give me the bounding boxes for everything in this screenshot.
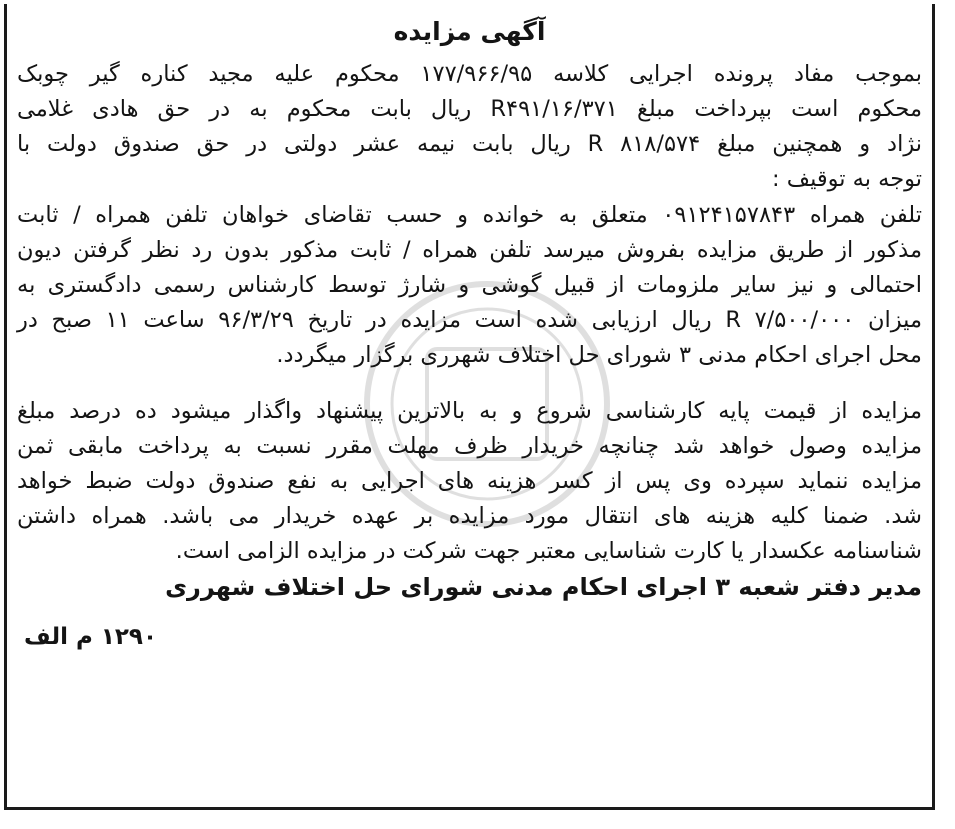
body-line: احتمالی و نیز سایر ملزومات از قبیل گوشی و شارژ توسط کارشناس رسمی دادگستری به — [17, 272, 922, 298]
body-line: محکوم است بپرداخت مبلغ ۱۶/۳۷۱/R۴۹۱ ریال بابت محکوم به در حق هادی غلامی — [17, 96, 922, 122]
body-line: مذکور از طریق مزایده بفروش میرسد تلفن همراه / ثابت مذکور بدون رد نظر گرفتن دیون — [17, 237, 922, 263]
body-line: مزایده از قیمت پایه کارشناسی شروع و به بالاترین پیشنهاد واگذار میشود ده درصد مبلغ — [17, 398, 922, 424]
body-line: شناسنامه عکسدار یا کارت شناسایی معتبر جهت شرکت در مزایده الزامی است. — [175, 538, 922, 564]
body-line: توجه به توقیف : — [772, 166, 922, 192]
body-line: مزایده وصول خواهد شد چنانچه خریدار ظرف مهلت مقرر نسبت به پرداخت مابقی ثمن — [17, 433, 922, 459]
notice-title: آگهی مزایده — [393, 17, 546, 46]
body-line: مزایده ننماید سپرده وی پس از کسر هزینه های اجرایی به نفع صندوق دولت ضبط خواهد — [17, 468, 922, 494]
body-line: محل اجرای احکام مدنی ۳ شورای حل اختلاف شهرری برگزار میگردد. — [276, 342, 922, 368]
body-line: نژاد و همچنین مبلغ R ۸۱۸/۵۷۴ ریال بابت نیمه عشر دولتی در حق صندوق دولت با — [17, 131, 922, 157]
notice-frame — [4, 4, 935, 810]
body-line: میزان R ۷/۵۰۰/۰۰۰ ریال ارزیابی شده است مزایده در تاریخ ۹۶/۳/۲۹ ساعت ۱۱ صبح در — [17, 307, 923, 333]
body-line: شد. ضمنا کلیه هزینه های انتقال مورد مزایده بر عهده خریدار می باشد. همراه داشتن — [17, 503, 922, 529]
notice-code: ۱۲۹۰ م الف — [24, 624, 157, 650]
body-line: بموجب مفاد پرونده اجرایی کلاسه ۱۷۷/۹۶۶/۹۵ محکوم علیه مجید کناره گیر چوبک — [17, 61, 922, 87]
body-line: تلفن همراه ۰۹۱۲۴۱۵۷۸۴۳ متعلق به خوانده و حسب تقاضای خواهان تلفن همراه / ثابت — [17, 202, 922, 228]
signature-line: مدیر دفتر شعبه ۳ اجرای احکام مدنی شورای حل اختلاف شهرری — [165, 573, 922, 601]
